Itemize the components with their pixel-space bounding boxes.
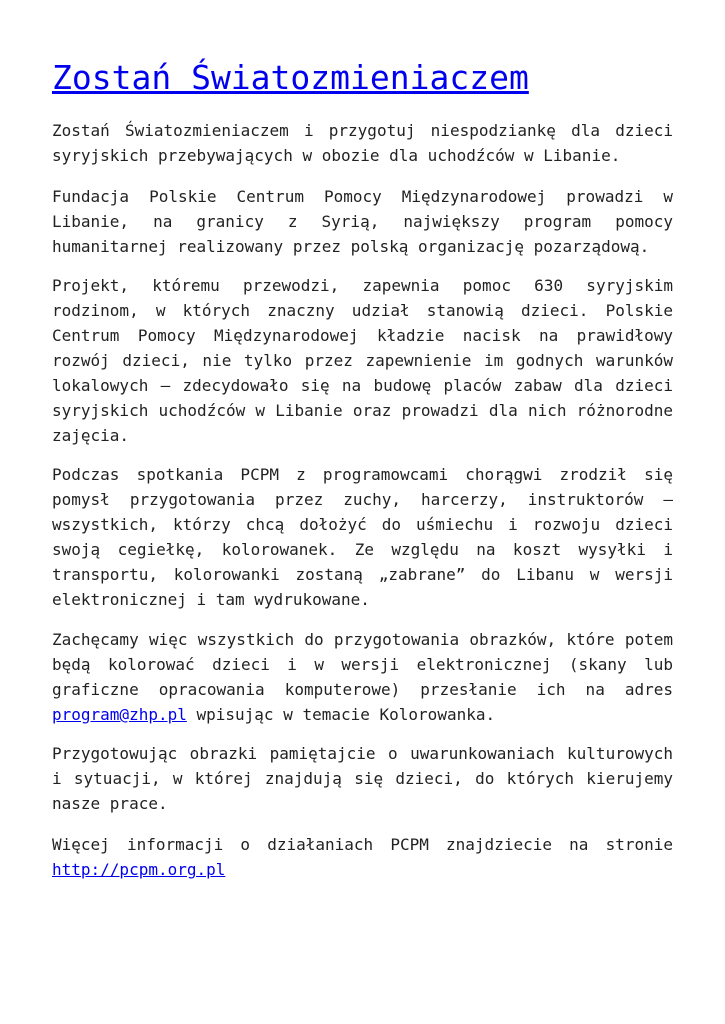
email-link[interactable]: program@zhp.pl: [52, 705, 187, 724]
title-wrap: [52, 0, 673, 98]
title-link[interactable]: Zostań Światozmieniaczem: [52, 58, 529, 97]
website-link[interactable]: http://pcpm.org.pl: [52, 860, 226, 879]
invitation-text: Zachęcamy więc wszystkich do przygotowania obrazków, które potem będą kolorować dzieci i w wersji elektronicznej (skany lub graficzne opracowania komputerowe) przesłanie ich na adres: [52, 630, 673, 699]
paragraph-project: Projekt, któremu przewodzi, zapewnia pomoc 630 syryjskim rodzinom, w których znaczny udział stanowią dzieci. Polskie Centrum Pomocy Międzynarodowej kładzie nacisk na prawidłowy rozwój dzieci, nie tylko przez zapewnienie im godnych warunków lokalowych – zdecydowało się na budowę placów zabaw dla dzieci syryjskich uchodźców w Libanie oraz prowadzi dla nich różnorodne zajęcia.: [52, 276, 673, 445]
more-info-text: Więcej informacji o działaniach PCPM znajdziecie na stronie: [52, 835, 673, 854]
paragraph-more-info: [52, 832, 673, 882]
paragraph-invitation: [52, 627, 673, 727]
invitation-text-end: wpisując w temacie Kolorowanka.: [186, 705, 496, 724]
paragraph-foundation: Fundacja Polskie Centrum Pomocy Międzynarodowej prowadzi w Libanie, na granicy z Syrią, największy program pomocy humanitarnej realizowany przez polską organizację pozarządową.: [52, 187, 673, 256]
paragraph-meeting: Podczas spotkania PCPM z programowcami chorągwi zrodził się pomysł przygotowania przez zuchy, harcerzy, instruktorów – wszystkich, którzy chcą dołożyć do uśmiechu i rozwoju dzieci swoją cegiełkę, kolorowanek. Ze względu na koszt wysyłki i transportu, kolorowanki zostaną „zabrane” do Libanu w wersji elektronicznej i tam wydrukowane.: [52, 465, 673, 609]
paragraph-reminder: Przygotowując obrazki pamiętajcie o uwarunkowaniach kulturowych i sytuacji, w której znajdują się dzieci, do których kierujemy nasze prace.: [52, 744, 673, 813]
paragraph-intro: Zostań Światozmieniaczem i przygotuj niespodziankę dla dzieci syryjskich przebywających w obozie dla uchodźców w Libanie.: [52, 121, 673, 165]
page-title: [52, 58, 673, 98]
